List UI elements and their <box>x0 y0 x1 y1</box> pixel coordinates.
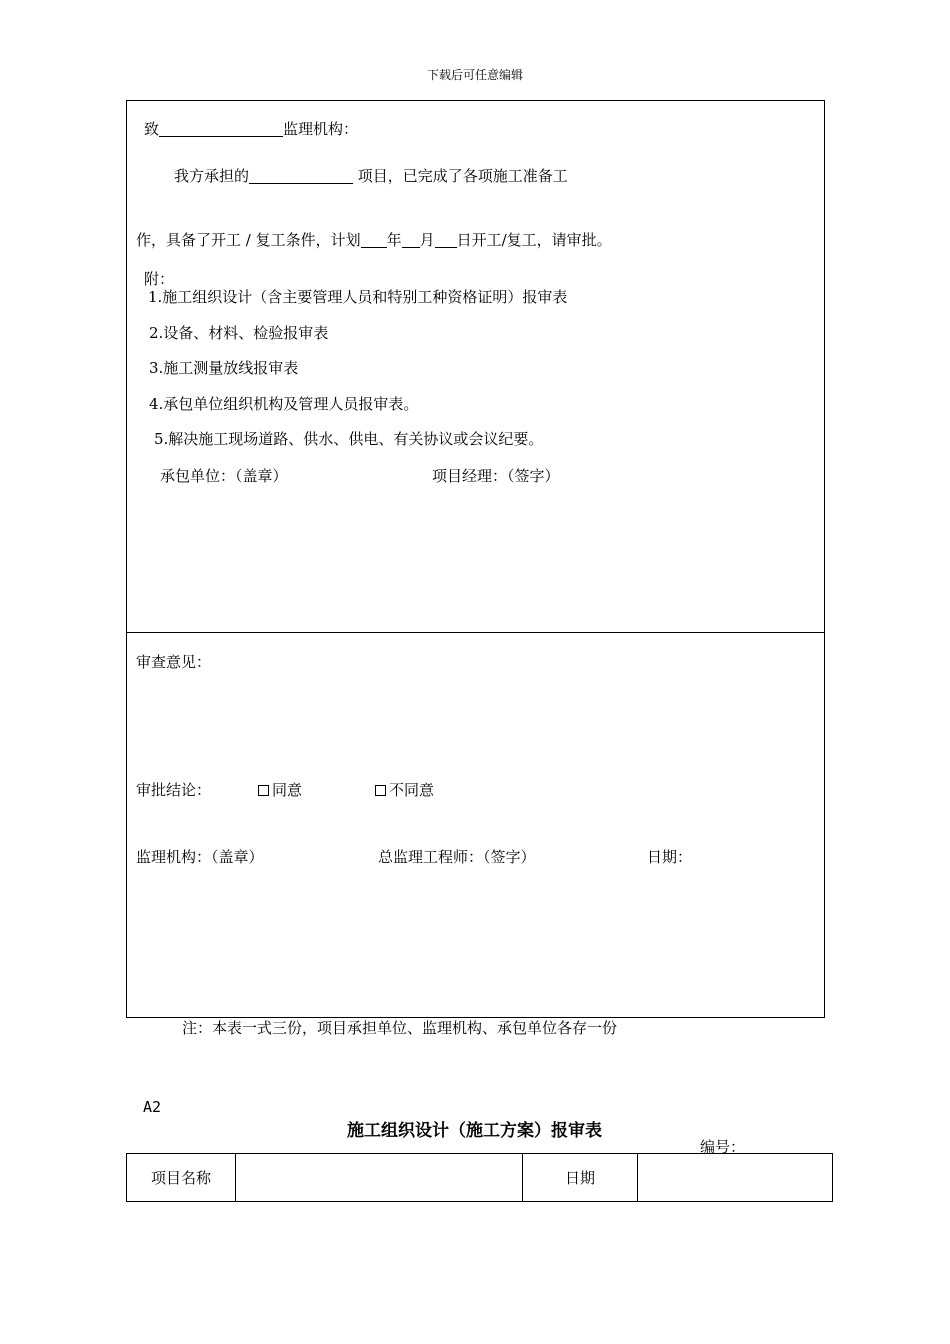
date-cell[interactable] <box>638 1154 833 1202</box>
attachment-item: 4.承包单位组织机构及管理人员报审表。 <box>149 395 419 413</box>
chief-engineer-sign-label: 总监理工程师：（签字） <box>378 848 536 866</box>
form-code: A2 <box>143 1098 162 1116</box>
agree-checkbox[interactable] <box>258 785 269 796</box>
start-plan-line: 作，具备了开工 / 复工条件，计划 年 月 日开工/复工，请审批。 <box>136 231 612 249</box>
year-blank[interactable] <box>361 231 387 248</box>
date-label: 日期 <box>523 1154 638 1202</box>
attachment-item: 5.解决施工现场道路、供水、供电、有关协议或会议纪要。 <box>154 430 544 448</box>
project-name-blank[interactable] <box>249 167 353 184</box>
agency-seal-label: 监理机构：（盖章） <box>136 848 264 866</box>
conclusion-label: 审批结论： <box>136 781 212 799</box>
project-name-cell[interactable] <box>236 1154 523 1202</box>
day-blank[interactable] <box>435 231 457 248</box>
disagree-checkbox[interactable] <box>375 785 386 796</box>
attachment-item: 2.设备、材料、检验报审表 <box>149 324 329 342</box>
attachment-label: 附： <box>144 270 175 288</box>
project-info-table <box>126 1153 833 1202</box>
contractor-seal-label: 承包单位：（盖章） <box>160 467 288 485</box>
attachment-item: 1.施工组织设计（含主要管理人员和特别工种资格证明）报审表 <box>148 288 568 306</box>
supervisor-name-blank[interactable] <box>159 120 283 137</box>
form-title: 施工组织设计（施工方案）报审表 <box>347 1121 602 1141</box>
review-section <box>126 632 825 1018</box>
header-note: 下载后可任意编辑 <box>426 68 523 82</box>
month-blank[interactable] <box>402 231 420 248</box>
addressee-line: 致 监理机构： <box>144 120 359 138</box>
review-opinion-label: 审查意见： <box>136 653 212 671</box>
footnote: 注：本表一式三份，项目承担单位、监理机构、承包单位各存一份 <box>182 1019 618 1037</box>
disagree-option[interactable]: 不同意 <box>375 779 434 800</box>
project-name-label: 项目名称 <box>127 1154 236 1202</box>
agree-option[interactable]: 同意 <box>258 779 302 800</box>
project-line: 我方承担的 项目，已完成了各项施工准备工 <box>174 167 568 185</box>
attachment-item: 3.施工测量放线报审表 <box>149 359 299 377</box>
review-date-label: 日期： <box>647 848 693 866</box>
project-manager-sign-label: 项目经理：（签字） <box>432 467 560 485</box>
form-number-label: 编号： <box>700 1138 746 1156</box>
